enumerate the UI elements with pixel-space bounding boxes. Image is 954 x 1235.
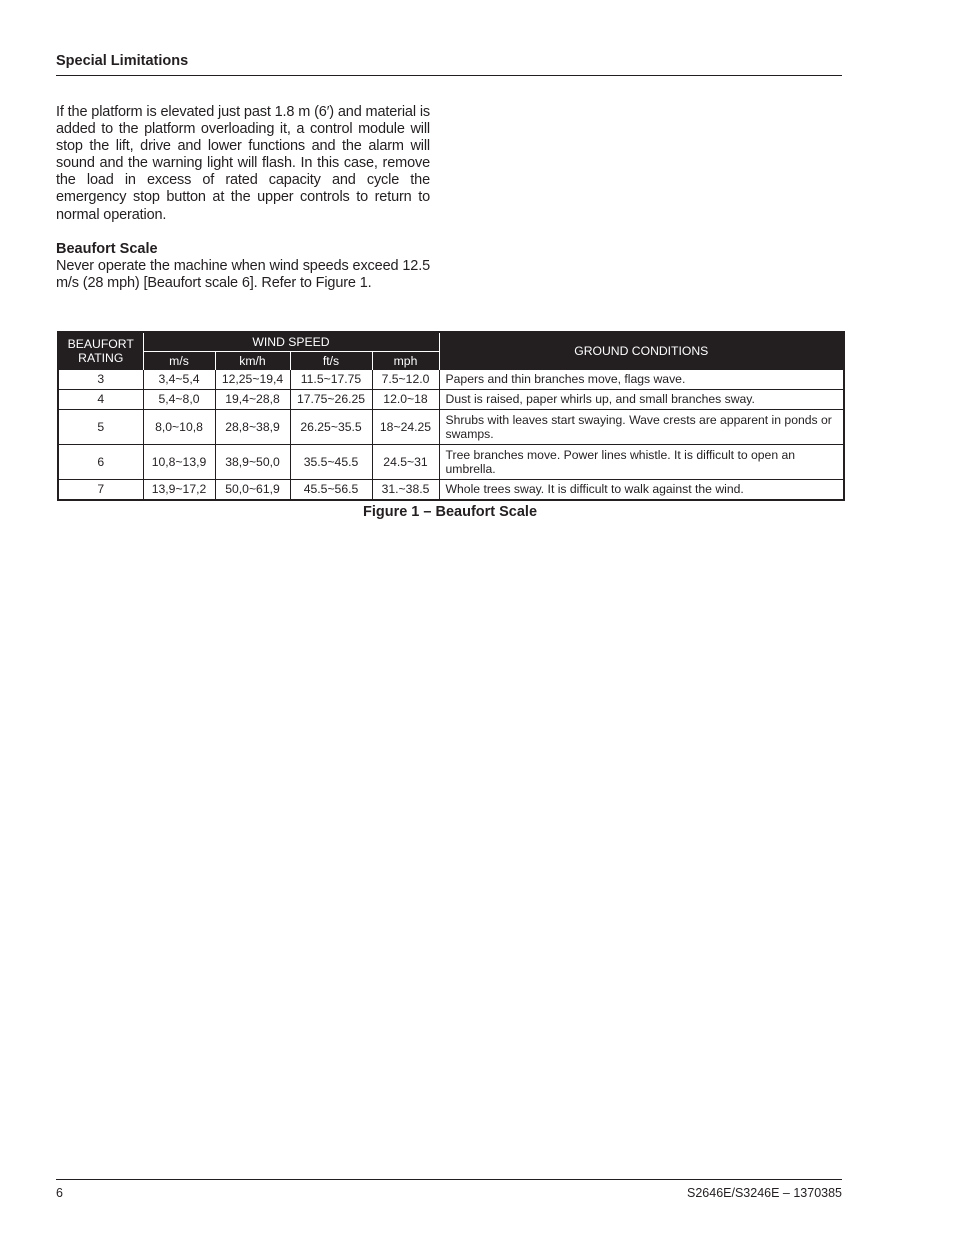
section-title: Special Limitations [56,53,189,69]
table-row [58,390,844,410]
cell-kmh: 50,0~61,9 [215,480,290,501]
cell-conditions: Dust is raised, paper whirls up, and small branches sway. [439,390,844,410]
figure-caption: Figure 1 – Beaufort Scale [362,504,538,520]
cell-ms: 10,8~13,9 [143,445,215,480]
cell-conditions: Shrubs with leaves start swaying. Wave crests are apparent in ponds or swamps. [439,410,844,445]
document-id: S2646E/S3246E – 1370385 [687,1186,842,1200]
cell-mph: 7.5~12.0 [372,370,439,390]
table-row [58,480,844,501]
cell-rating: 6 [58,445,143,480]
cell-kmh: 28,8~38,9 [215,410,290,445]
wind-warning-paragraph: Never operate the machine when wind speeds exceed 12.5 m/s (28 mph) [Beaufort scale 6]. Refer to Figure 1. [56,258,430,292]
header-ms: m/s [143,352,215,370]
header-fts: ft/s [290,352,372,370]
cell-conditions: Tree branches move. Power lines whistle. It is difficult to open an umbrella. [439,445,844,480]
cell-rating: 3 [58,370,143,390]
cell-mph: 18~24.25 [372,410,439,445]
cell-conditions: Whole trees sway. It is difficult to walk against the wind. [439,480,844,501]
header-divider [56,75,842,76]
footer-divider [56,1179,842,1180]
table-row [58,410,844,445]
cell-ms: 13,9~17,2 [143,480,215,501]
header-mph: mph [372,352,439,370]
cell-ms: 8,0~10,8 [143,410,215,445]
overload-paragraph: If the platform is elevated just past 1.8 m (6′) and material is added to the platform overloading it, a control module will stop the lift, drive and lower functions and the alarm will sound and the warning light will flash. In this case, remove the load in excess of rated capacity and cycle the emergency stop button at the upper controls to return to normal operation. [56,104,430,223]
cell-ms: 3,4~5,4 [143,370,215,390]
cell-fts: 26.25~35.5 [290,410,372,445]
cell-kmh: 12,25~19,4 [215,370,290,390]
cell-mph: 12.0~18 [372,390,439,410]
header-wind-speed: WIND SPEED [143,332,439,352]
cell-ms: 5,4~8,0 [143,390,215,410]
header-ground-conditions: GROUND CONDITIONS [439,332,844,370]
cell-fts: 11.5~17.75 [290,370,372,390]
cell-rating: 7 [58,480,143,501]
beaufort-subheading: Beaufort Scale [56,241,158,257]
cell-kmh: 19,4~28,8 [215,390,290,410]
cell-mph: 31.~38.5 [372,480,439,501]
cell-fts: 35.5~45.5 [290,445,372,480]
cell-mph: 24.5~31 [372,445,439,480]
table-row [58,370,844,390]
cell-rating: 4 [58,390,143,410]
cell-rating: 5 [58,410,143,445]
cell-kmh: 38,9~50,0 [215,445,290,480]
beaufort-table [57,331,845,501]
cell-fts: 17.75~26.25 [290,390,372,410]
page-number: 6 [56,1186,63,1200]
cell-fts: 45.5~56.5 [290,480,372,501]
cell-conditions: Papers and thin branches move, flags wave. [439,370,844,390]
table-row [58,445,844,480]
header-beaufort-rating: BEAUFORT RATING [58,332,143,370]
header-kmh: km/h [215,352,290,370]
